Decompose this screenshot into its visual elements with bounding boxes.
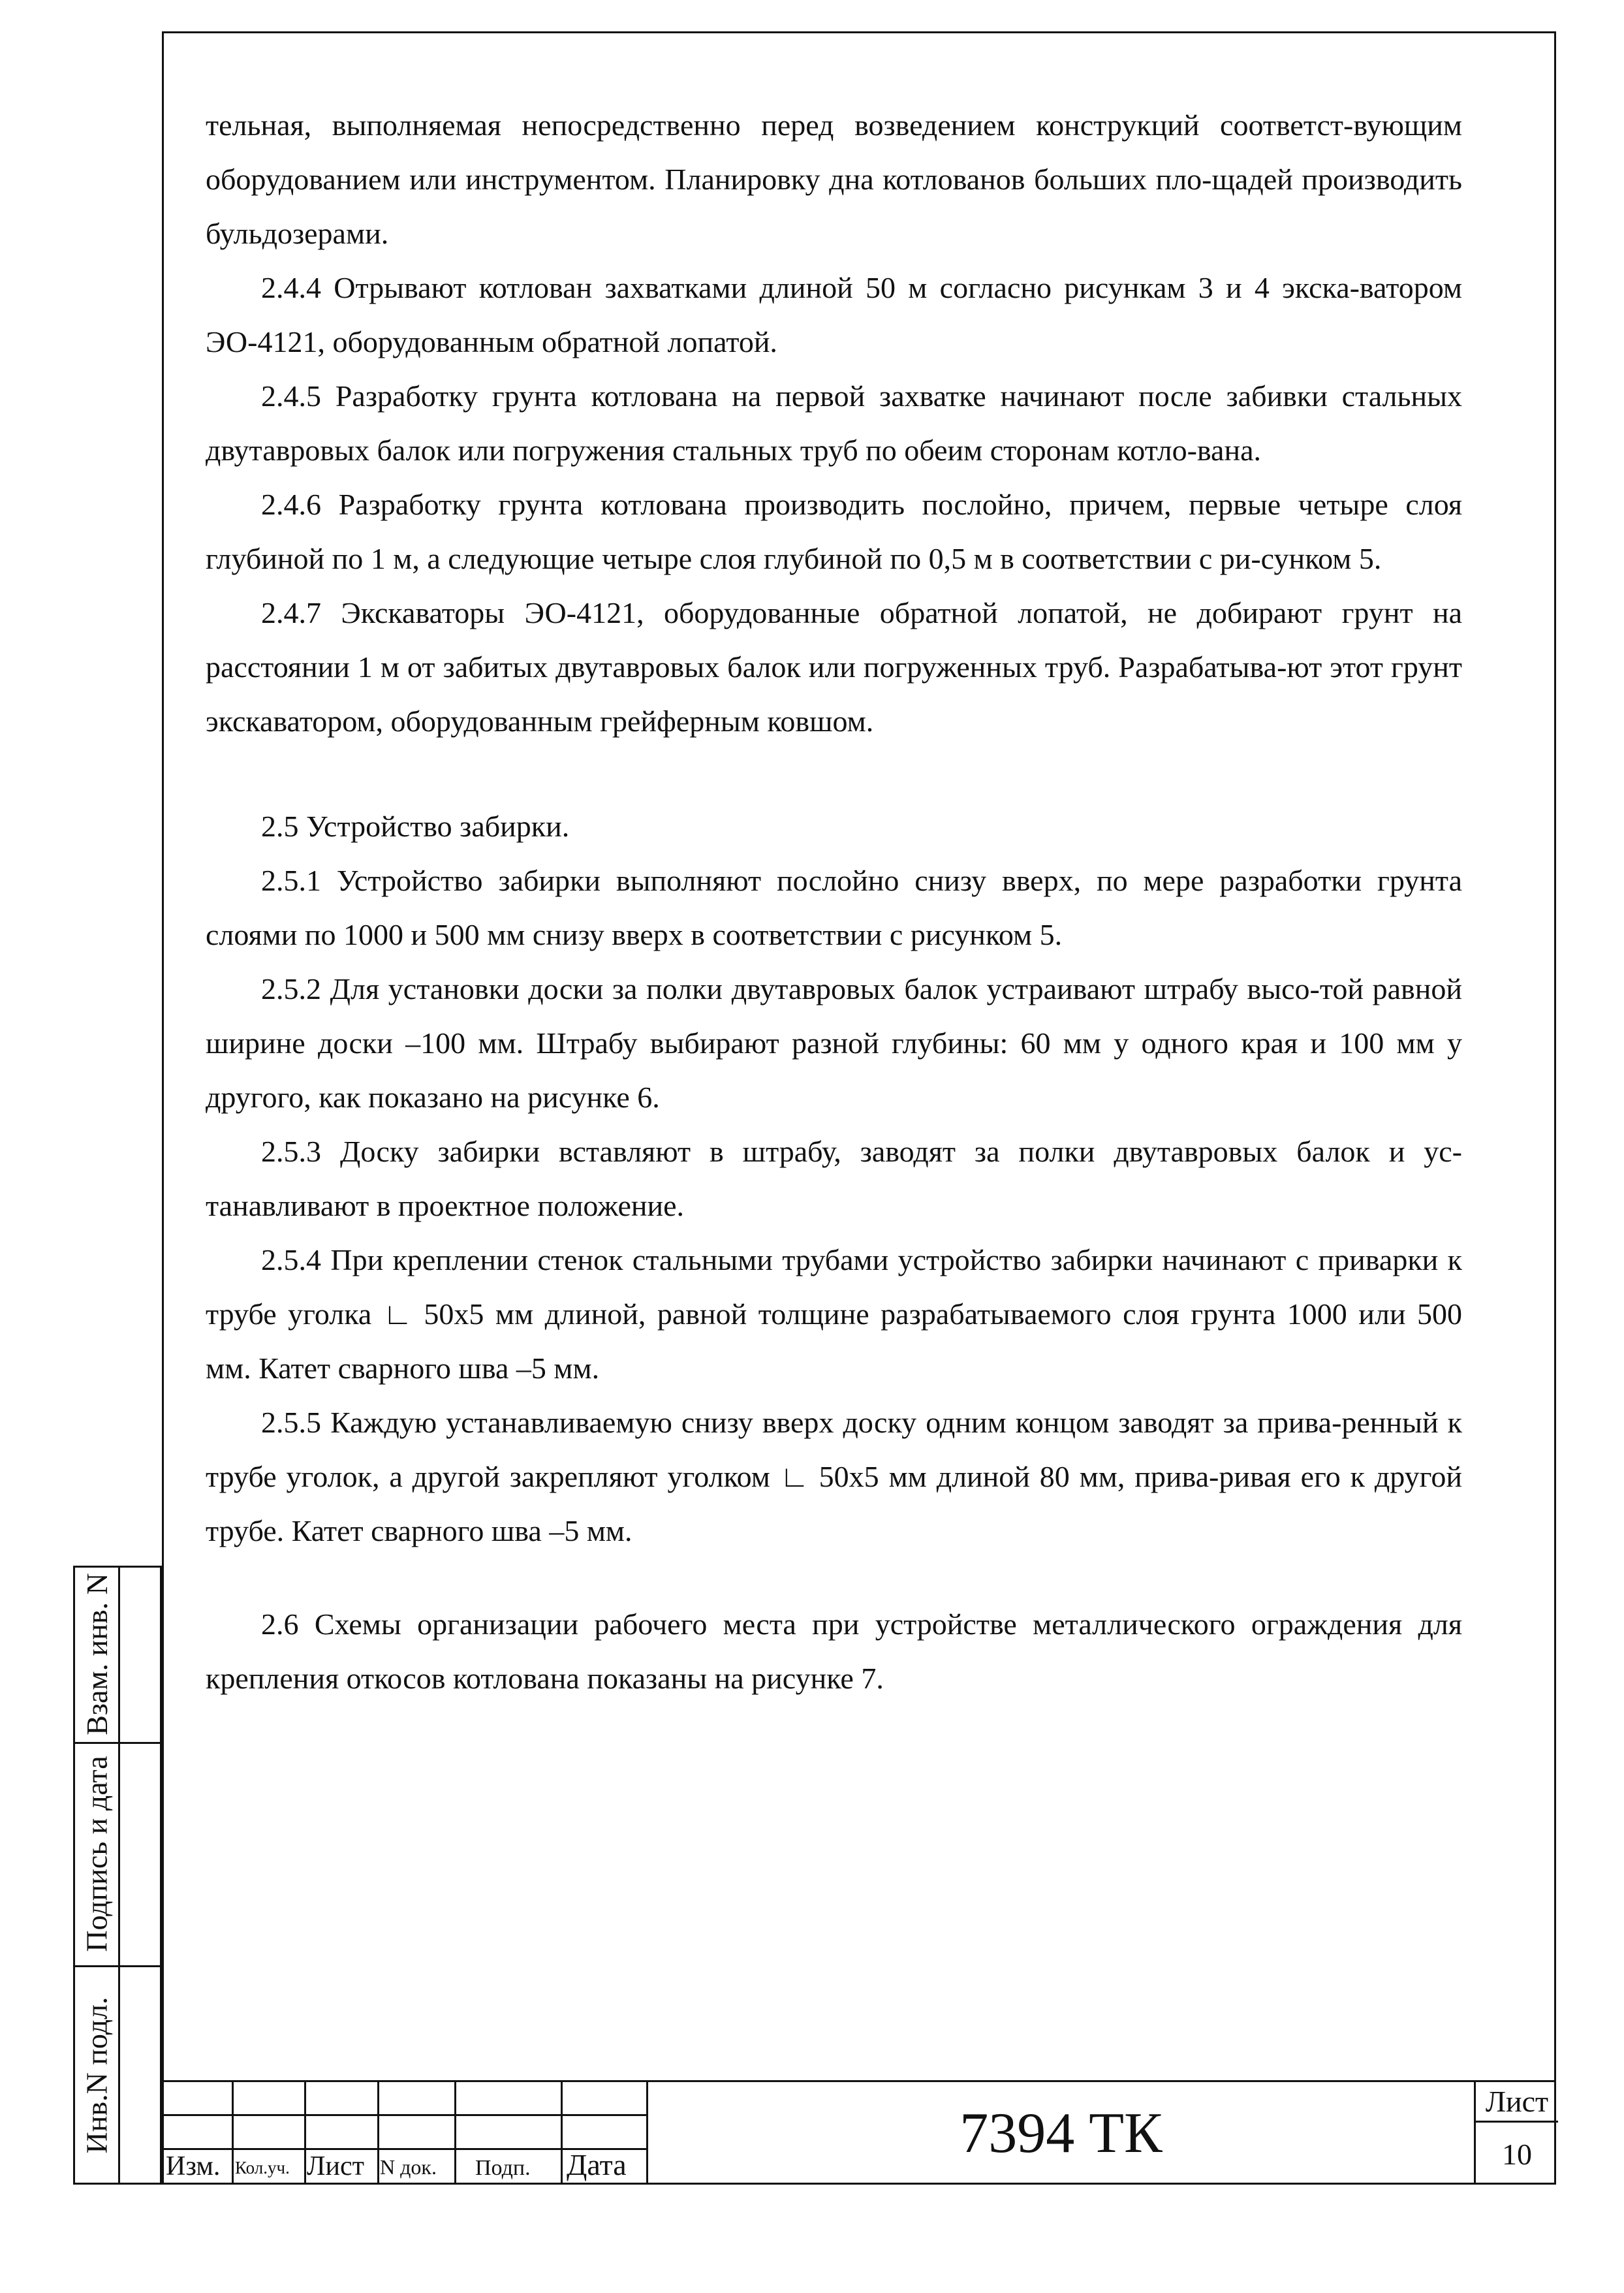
side-stamp [73,1566,162,2185]
paragraph-2-5-5: 2.5.5 Каждую устанавливаемую снизу вверх доску одним концом заводят за прива-ренный к трубе уголок, а другой закрепляют уголком ∟ 50x5 мм длиной 80 мм, прива-ривая его к другой трубе. Катет сварного шва –5 мм. [206,1406,1462,1547]
podp-header: Подп. [475,2156,531,2180]
kol-uch-header: Кол.уч. [235,2158,290,2177]
paragraph-2-4-7: 2.4.7 Экскаваторы ЭО-4121, оборудованные обратной лопатой, не добирают грунт на расстоянии 1 м от забитых двутавровых балок или погруженных труб. Разрабатыва-ют этот грунт экскаватором, оборудованным грейферным ковшом. [206,596,1462,738]
paragraph-2-5-3: 2.5.3 Доску забирки вставляют в штрабу, заводят за полки двутавровых балок и ус-танавливают в проектное положение. [206,1135,1462,1222]
grid-line [304,2080,306,2185]
side-stamp-value-column [118,1566,162,2185]
paragraph-2-6: 2.6 Схемы организации рабочего места при устройстве металлического ограждения для крепления откосов котлована показаны на рисунке 7. [206,1607,1462,1695]
paragraph-2-5-1: 2.5.1 Устройство забирки выполняют послойно снизу вверх, по мере разработки грунта слоями по 1000 и 500 мм снизу вверх в соответствии с рисунком 5. [206,864,1462,951]
izm-header: Изм. [166,2151,221,2181]
sheet-cell [1474,2080,1556,2185]
grid-line [162,2080,646,2082]
grid-line [232,2080,234,2185]
grid-line [377,2080,379,2185]
grid-line [454,2080,456,2185]
vzam-inv-cell [73,1566,120,1742]
document-body [206,98,1462,1705]
paragraph-2-4-6: 2.4.6 Разработку грунта котлована производить послойно, причем, первые четыре слоя глубиной по 1 м, а следующие четыре слоя глубиной по 0,5 м в соответствии с ри-сунком 5. [206,488,1462,575]
grid-line [162,2114,646,2116]
inv-podl-label: Инв.N подл. [80,1997,114,2153]
vzam-inv-label: Взам. инв. N [80,1572,114,1735]
revision-grid [162,2080,646,2185]
section-spacer [206,748,1462,799]
document-code: 7394 ТК [960,2102,1163,2165]
n-dok-header: N док. [380,2155,437,2179]
inv-podl-cell [73,1965,120,2185]
document-code-cell [646,2080,1474,2185]
paragraph-2-5-4: 2.5.4 При креплении стенок стальными трубами устройство забирки начинают с приварки к трубе уголка ∟ 50x5 мм длиной, равной толщине разрабатываемого слоя грунта 1000 или 500 мм. Катет сварного шва –5 мм. [206,1243,1462,1385]
data-header: Дата [567,2148,627,2181]
grid-line [561,2080,563,2185]
podpis-data-cell [73,1742,120,1965]
sheet-label: Лист [1476,2082,1558,2123]
paragraph-2-4-4: 2.4.4 Отрывают котлован захватками длиной 50 м согласно рисункам 3 и 4 экска-ватором ЭО-4121, оборудованным обратной лопатой. [206,271,1462,358]
section-spacer [206,1558,1462,1597]
paragraph-continuation: тельная, выполняемая непосредственно перед возведением конструкций соответст-вующим оборудованием или инструментом. Планировку дна котлованов больших пло-щадей производить бульдозерами. [206,108,1462,250]
section-heading-2-5: 2.5 Устройство забирки. [261,810,570,843]
list-header: Лист [307,2151,364,2181]
paragraph-2-5-2: 2.5.2 Для установки доски за полки двутавровых балок устраивают штрабу высо-той равной ширине доски –100 мм. Штрабу выбирают разной глубины: 60 мм у одного края и 100 мм у другого, как показано на рисунке 6. [206,972,1462,1114]
title-block [162,2080,1556,2185]
podpis-data-label: Подпись и дата [80,1755,114,1952]
paragraph-2-4-5: 2.4.5 Разработку грунта котлована на первой захватке начинают после забивки стальных двутавровых балок или погружения стальных труб по обеим сторонам котло-вана. [206,379,1462,467]
sheet-number: 10 [1502,2138,1532,2171]
